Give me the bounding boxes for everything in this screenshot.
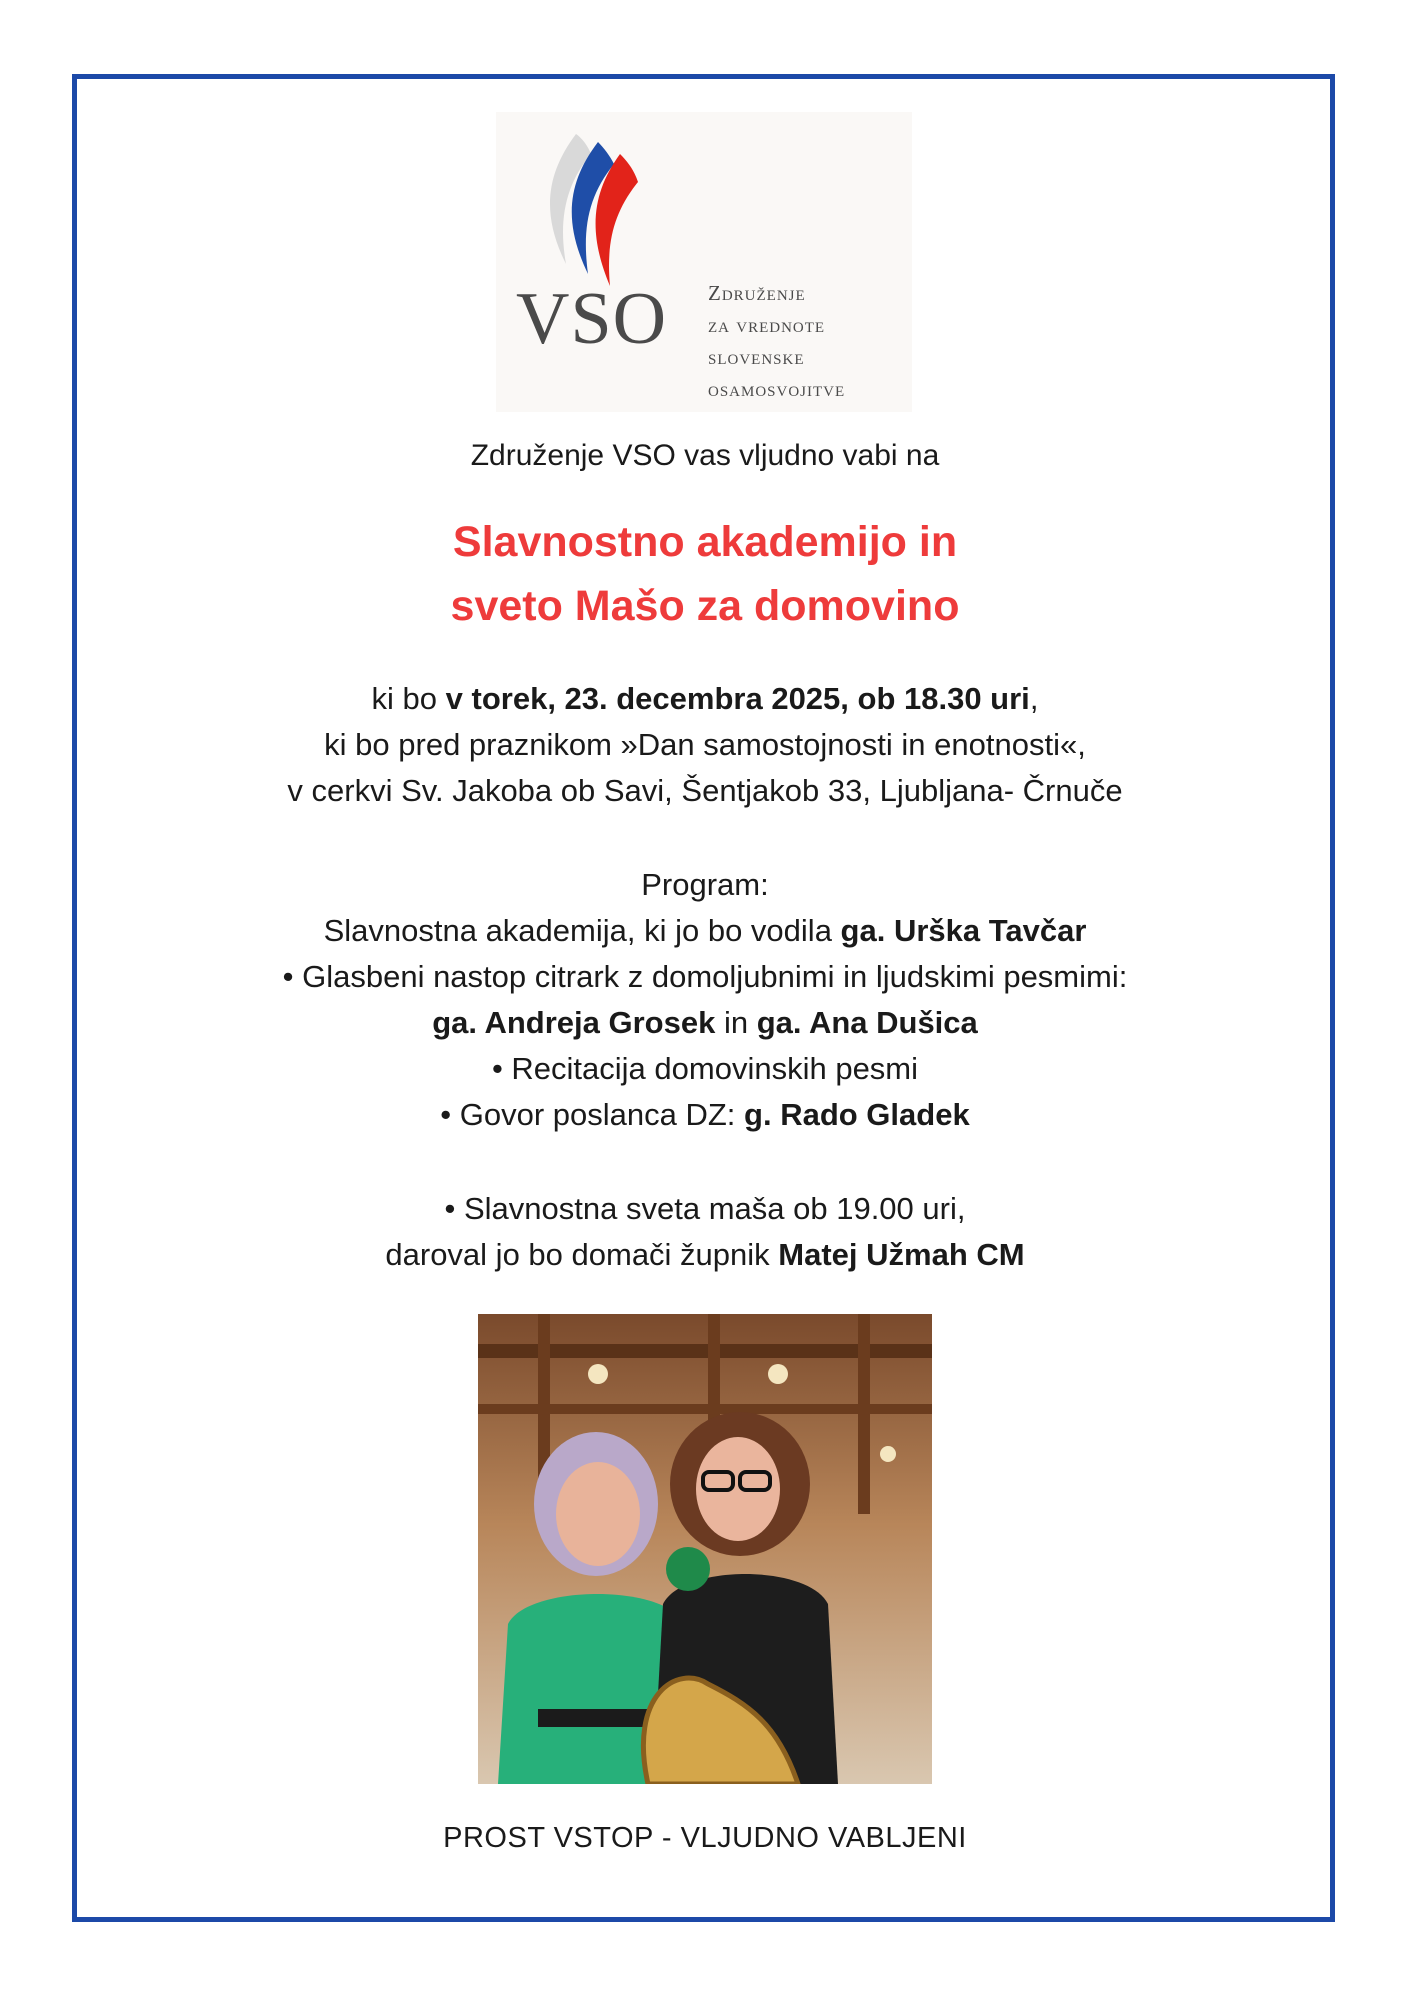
program-item: • Glasbeni nastop citrark z domoljubnimi in ljudskimi pesmimi:	[282, 959, 1128, 994]
performers-line	[150, 1000, 1260, 1046]
program-item	[150, 1092, 1260, 1138]
speaker-name: g. Rado Gladek	[744, 1097, 970, 1132]
logo-name-line: za vrednote	[708, 313, 826, 337]
logo-name-line: Združenje	[708, 281, 806, 305]
performers-photo	[478, 1314, 932, 1784]
logo-name-line: osamosvojitve	[708, 377, 846, 401]
event-title-line1: Slavnostno akademijo in	[452, 518, 958, 566]
performers-conjunction: in	[715, 1005, 757, 1040]
program-item-text: • Govor poslanca DZ:	[440, 1097, 745, 1132]
mass-section	[150, 1186, 1260, 1278]
program-item: • Recitacija domovinskih pesmi	[491, 1051, 919, 1086]
logo-abbreviation: VSO	[516, 278, 668, 360]
logo-organization-name	[708, 277, 908, 405]
mass-time-line: • Slavnostna sveta maša ob 19.00 uri,	[444, 1191, 966, 1226]
free-entry-footer: PROST VSTOP - VLJUDNO VABLJENI	[443, 1822, 967, 1854]
mass-priest-line	[150, 1232, 1260, 1278]
event-date: v torek, 23. decembra 2025, ob 18.30 uri	[445, 681, 1030, 716]
flag-flame-icon	[536, 124, 656, 294]
logo-name-line: slovenske	[708, 345, 805, 369]
date-suffix: ,	[1029, 681, 1039, 716]
date-prefix: ki bo	[371, 681, 446, 716]
program-heading: Program:	[641, 867, 769, 902]
event-details	[150, 676, 1260, 814]
performer-name: ga. Andreja Grosek	[432, 1005, 716, 1040]
event-title	[150, 510, 1260, 638]
program-item	[150, 908, 1260, 954]
performer-name: ga. Ana Dušica	[756, 1005, 978, 1040]
priest-name: Matej Užmah CM	[778, 1237, 1025, 1272]
location-line: v cerkvi Sv. Jakoba ob Savi, Šentjakob 33, Ljubljana- Črnuče	[287, 773, 1123, 808]
host-name: ga. Urška Tavčar	[840, 913, 1087, 948]
vso-logo	[496, 112, 912, 412]
invitation-intro: Združenje VSO vas vljudno vabi na	[470, 439, 940, 472]
priest-prefix: daroval jo bo domači župnik	[385, 1237, 779, 1272]
event-title-line2: sveto Mašo za domovino	[450, 582, 960, 630]
event-date-line	[150, 676, 1260, 722]
holiday-line: ki bo pred praznikom »Dan samostojnosti in enotnosti«,	[324, 727, 1086, 762]
program-section	[150, 862, 1260, 1138]
program-item-text: Slavnostna akademija, ki jo bo vodila	[323, 913, 841, 948]
